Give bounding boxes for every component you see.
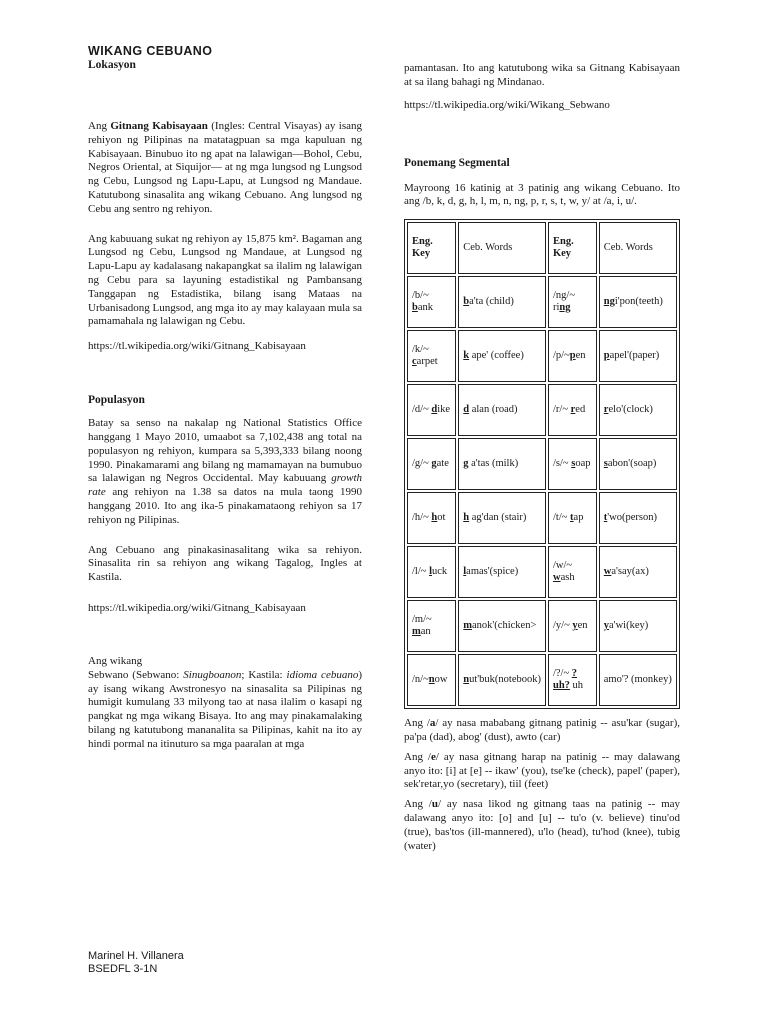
source-url-1: https://tl.wikipedia.org/wiki/Gitnang_Kabisayaan (88, 340, 306, 353)
phoneme-table (404, 219, 680, 709)
ceb-word-cell: k ape' (coffee) (458, 330, 546, 382)
source-url-2: https://tl.wikipedia.org/wiki/Gitnang_Kabisayaan (88, 601, 306, 614)
right-column (404, 62, 680, 853)
source-url-3: https://tl.wikipedia.org/wiki/Wikang_Sebwano (404, 98, 610, 111)
ceb-word-cell: papel'(paper) (599, 330, 677, 382)
table-row (407, 330, 677, 382)
eng-key-cell: /g/~ gate (407, 438, 456, 490)
table-row (407, 276, 677, 328)
vowel-u-paragraph: Ang /u/ ay nasa likod ng gitnang taas na patinig -- may dalawang anyo ito: [o] and [u] -- tu'o (v. believe) tinu'od (true), bas'tos (ill-mannered), u'lo (head), tu'hod (knee), tubig (water) (404, 798, 681, 852)
eng-key-cell: /s/~ soap (548, 438, 597, 490)
left-column (88, 44, 362, 752)
table-row (407, 438, 677, 490)
table-row (407, 600, 677, 652)
eng-key-cell: /?/~ ?uh? uh (548, 654, 597, 706)
sebwano-paragraph-lead: Ang wikang (88, 654, 143, 667)
ceb-word-cell: d alan (road) (458, 384, 546, 436)
ceb-word-cell: wa'say(ax) (599, 546, 677, 598)
eng-key-cell: /h/~ hot (407, 492, 456, 544)
header-ceb-words-1: Ceb. Words (458, 222, 546, 274)
ceb-word-cell: h ag'dan (stair) (458, 492, 546, 544)
vowel-e-paragraph: Ang /e/ ay nasa gitnang harap na patinig -- may dalawang anyo ito: [i] at [e] -- ikaw' (you), tse'ke (check), papel' (paper), sek'retar,yo (secretary), tiil (feet) (404, 750, 680, 791)
table-row (407, 492, 677, 544)
table-row (407, 654, 677, 706)
author-name: Marinel H. Villanera (88, 950, 184, 962)
header-eng-key-2: Eng. Key (548, 222, 597, 274)
eng-key-cell: /n/~now (407, 654, 456, 706)
eng-key-cell: /t/~ tap (548, 492, 597, 544)
eng-key-cell: /w/~ wash (548, 546, 597, 598)
lokasyon-heading: Lokasyon (88, 59, 136, 71)
author-section: BSEDFL 3-1N (88, 963, 158, 975)
table-row (407, 546, 677, 598)
ceb-word-cell: nut'buk(notebook) (458, 654, 546, 706)
eng-key-cell: /r/~ red (548, 384, 597, 436)
eng-key-cell: /d/~ dike (407, 384, 456, 436)
ceb-word-cell: amo'? (monkey) (599, 654, 677, 706)
eng-key-cell: /k/~ carpet (407, 330, 456, 382)
eng-key-cell: /l/~ luck (407, 546, 456, 598)
ceb-word-cell: ya'wi(key) (599, 600, 677, 652)
header-eng-key-1: Eng. Key (407, 222, 456, 274)
author-footer (88, 950, 184, 976)
eng-key-cell: /p/~pen (548, 330, 597, 382)
lokasyon-paragraph-2: Ang kabuuang sukat ng rehiyon ay 15,875 km². Bagaman ang Lungsod ng Cebu, Lungsod ng Mandaue, at Lungsod ng Lapu-Lapu ay kadalasang nakapangkat sa ilalim ng lalawigan ng Cebu para sa layuning estadistikal ng Pambansang Tanggapan ng Estadistika, bilang isang Mataas na Urbanisadong Lungsod, ang mga ito ay may kalayaan mula sa pamamahala ng lalawigan ng Cebu. (88, 232, 362, 328)
ceb-word-cell: manok'(chicken> (458, 600, 546, 652)
ceb-word-cell: g a'tas (milk) (458, 438, 546, 490)
ceb-word-cell: lamas'(spice) (458, 546, 546, 598)
lokasyon-paragraph-1: Ang Gitnang Kabisayaan (Ingles: Central Visayas) ay isang rehiyon ng Pilipinas na matatagpuan sa mga kapuluan ng Kabisayaan. Binubuo ito ng apat na lalawigan—Bohol, Cebu, Negros Oriental, at Siquijor— at ng mga lungsod ng Lungsod ng Cebu, Lungsod ng Lapu-Lapu, at Lungsod ng Mandaue. Katutubong sinasalita ang wikang Cebuano. Ang lungsod ng Cebu ang sentro ng rehiyon. (88, 120, 362, 215)
ceb-word-cell: ngi'pon(teeth) (599, 276, 677, 328)
header-ceb-words-2: Ceb. Words (599, 222, 677, 274)
eng-key-cell: /ng/~ ring (548, 276, 597, 328)
document-title: WIKANG CEBUANO (88, 44, 213, 58)
ponema-paragraph: Mayroong 16 katinig at 3 patinig ang wikang Cebuano. Ito ang /b, k, d, g, h, l, m, n, ng, p, r, s, t, w, y/ at /a, i, u/. (404, 181, 680, 208)
ceb-word-cell: relo'(clock) (599, 384, 677, 436)
ceb-word-cell: sabon'(soap) (599, 438, 677, 490)
ceb-word-cell: t'wo(person) (599, 492, 677, 544)
eng-key-cell: /m/~ man (407, 600, 456, 652)
sebwano-paragraph: Sebwano (Sebwano: Sinugboanon; Kastila: idioma cebuano) ay isang wikang Awstronesyo na sinasalita sa Pilipinas ng humigit kumulang 33 milyong tao at nasa ilalim o kasapi ng pangkat ng mga wikang Bisaya. Ito ang may pinakamalaking bilang ng katutubong mananalita sa Pilipinas, kahit na ito ay hindi pormal na itinuturo sa mga paaralan at mga (88, 668, 362, 750)
eng-key-cell: /b/~ bank (407, 276, 456, 328)
table-row (407, 384, 677, 436)
sebwano-continuation: pamantasan. Ito ang katutubong wika sa Gitnang Kabisayaan at sa ilang bahagi ng Mindanao. (404, 62, 680, 88)
populasyon-heading: Populasyon (88, 394, 145, 407)
populasyon-paragraph: Batay sa senso na nakalap ng National Statistics Office hanggang 1 Mayo 2010, umaabot sa 7,102,438 ang total na populasyon ng rehiyon, kumpara sa 5,393,333 bilang noong 1990. Pinakamarami ang bilang ng mamamayan na bumubuo sa lalawigan ng Negros Occidental. May kabuuang growth rate ang rehiyon na 1.38 sa datos na mula taong 1990 hanggang 2010. Ito ang ika-5 pinakamataong rehiyon sa 17 rehiyon ng Pilipinas. (88, 417, 362, 526)
table-header-row (407, 222, 677, 274)
eng-key-cell: /y/~ yen (548, 600, 597, 652)
ponema-heading: Ponemang Segmental (404, 156, 510, 169)
vowel-a-paragraph: Ang /a/ ay nasa mababang gitnang patinig -- asu'kar (sugar), pa'pa (dad), abog' (dust), awto (car) (404, 717, 680, 743)
ceb-word-cell: ba'ta (child) (458, 276, 546, 328)
wika-paragraph: Ang Cebuano ang pinakasinasalitang wika sa rehiyon. Sinasalita rin sa rehiyon ang wikang Tagalog, Ingles at Kastila. (88, 543, 362, 584)
